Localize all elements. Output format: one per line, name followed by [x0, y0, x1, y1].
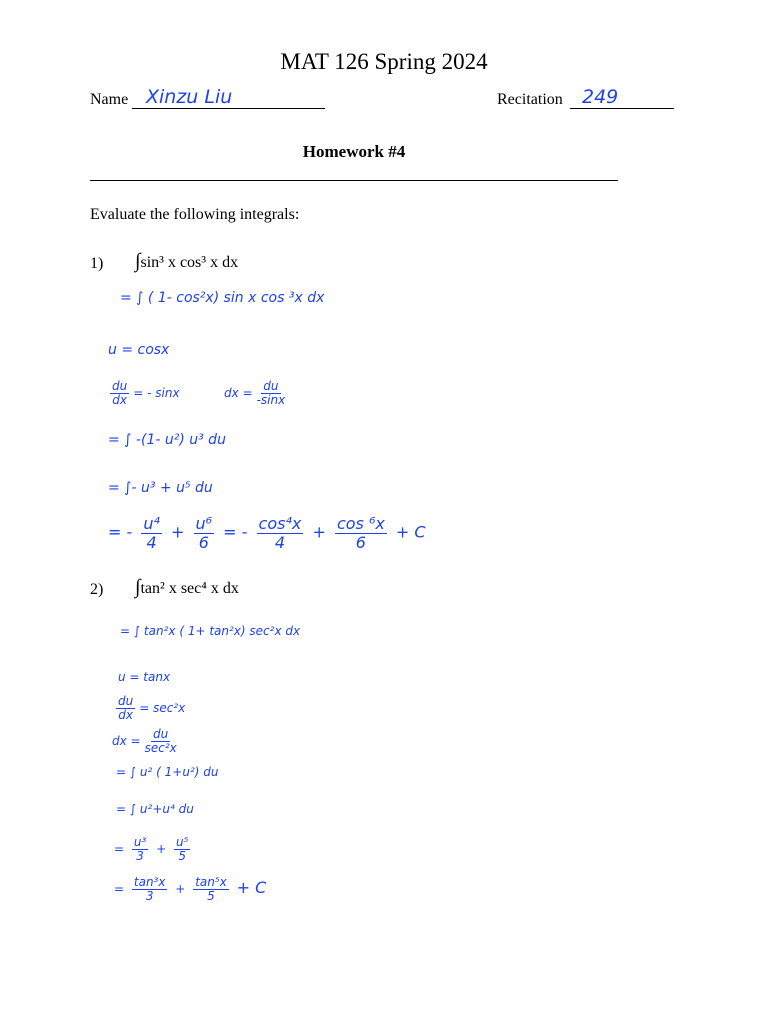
instructions: Evaluate the following integrals: [90, 206, 300, 223]
fraction: $\frac{\text{tan⁵x}}{5}$ [195, 875, 227, 904]
p2-step-2: u = tanx [118, 670, 171, 684]
recitation-line [570, 108, 674, 109]
integral-sign: ∫ [135, 576, 141, 598]
problem-2-number: 2) [90, 581, 104, 598]
fraction: $\frac{\text{cos⁴x}}{4}$ [258, 514, 302, 552]
heading-rule [90, 180, 618, 181]
problem-2-expression: tan² x sec⁴ x dx [140, 580, 239, 597]
name-label: Name [90, 91, 129, 108]
fraction: $\frac{\text{tan³x}}{3}$ [133, 875, 166, 904]
p1-step-6: = ∫- u³ + u⁵ du [108, 480, 213, 496]
fraction: $\frac{\text{u³}}{3}$ [133, 835, 147, 864]
problem-1-integral [135, 250, 238, 273]
p1-step-1: = ∫ ( 1- cos²x) sin x cos ³x dx [120, 290, 325, 306]
p1-step-7: = - $\frac{\text{u⁴}}{4}$ + $\frac{\text{u⁶}}{6}$ = - $\frac{\text{cos⁴x}}{4}$ + $\frac{\text{cos ⁶x}}{6}$ + C [108, 514, 426, 552]
p2-step-3: $\frac{du}{dx}$ = sec²x [118, 694, 186, 723]
p1-step-2: u = cosx [108, 342, 170, 358]
fraction: $\frac{\text{u⁶}}{6}$ [195, 514, 213, 552]
homework-heading: Homework #4 [302, 142, 406, 161]
fraction: $\frac{\text{cos ⁶x}}{6}$ [336, 514, 385, 552]
fraction: $\frac{\text{u⁴}}{4}$ [143, 514, 160, 552]
name-line [132, 108, 325, 109]
page-title: MAT 126 Spring 2024 [280, 49, 488, 74]
dx-fraction: $\frac{du}{-\sin x}$ [256, 379, 286, 408]
fraction: $\frac{\text{u⁵}}{5}$ [176, 835, 189, 864]
recitation-value: 249 [582, 86, 619, 108]
p2-step-5: = ∫ u² ( 1+u²) du [116, 765, 219, 779]
problem-1-expression: sin³ x cos³ x dx [140, 254, 239, 271]
derivative-fraction: $\frac{du}{dx}$ [112, 379, 128, 408]
derivative-fraction: $\frac{du}{dx}$ [118, 694, 134, 723]
problem-2-integral [135, 576, 239, 599]
recitation-label: Recitation [497, 91, 563, 108]
p2-step-6: = ∫ u²+u⁴ du [116, 802, 194, 816]
p1-step-4: dx = $\frac{du}{-\sin x}$ [224, 379, 286, 408]
name-value: Xinzu Liu [146, 86, 233, 108]
integral-sign: ∫ [135, 250, 141, 272]
p2-step-1: = ∫ tan²x ( 1+ tan²x) sec²x dx [120, 624, 301, 638]
p2-step-7: = $\frac{\text{u³}}{3}$ + $\frac{\text{u⁵}}{5}$ [114, 835, 189, 864]
p2-step-4: dx = $\frac{du}{\text{sec²x}}$ [112, 727, 177, 756]
problem-1-number: 1) [90, 255, 104, 272]
p1-step-5: = ∫ -(1- u²) u³ du [108, 432, 226, 448]
p1-step-3: $\frac{du}{dx}$ = - sinx [112, 379, 180, 408]
p2-step-8: = $\frac{\text{tan³x}}{3}$ + $\frac{\text{tan⁵x}}{5}$ + C [114, 875, 267, 904]
dx-fraction: $\frac{du}{\text{sec²x}}$ [144, 727, 177, 756]
